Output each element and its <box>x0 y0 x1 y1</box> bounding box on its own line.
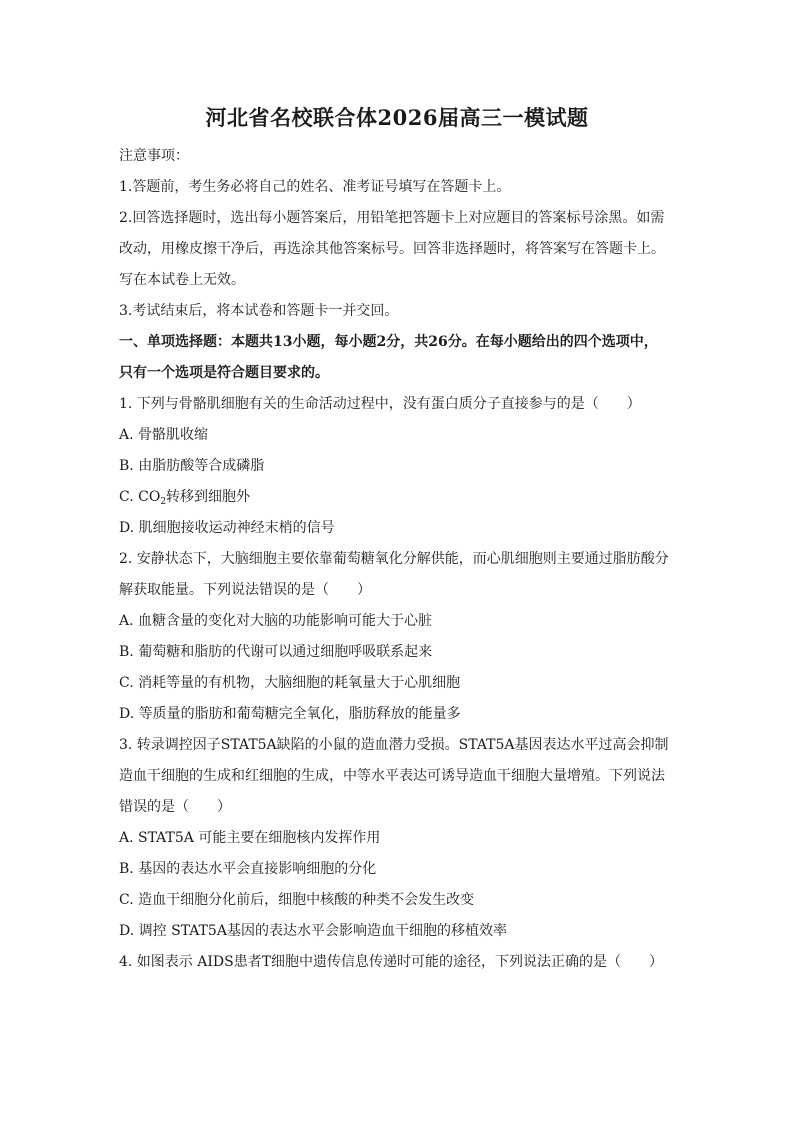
question-3-option-c: C. 造血干细胞分化前后，细胞中核酸的种类不会发生改变 <box>119 892 475 908</box>
notice-item-2-line-3: 写在本试卷上无效。 <box>119 272 245 288</box>
question-1-option-c-subscript: 2 <box>160 497 167 507</box>
question-2-stem-line-1: 2. 安静状态下，大脑细胞主要依靠葡萄糖氧化分解供能，而心肌细胞则主要通过脂肪酸分 <box>119 551 669 567</box>
notice-item-1: 1.答题前，考生务必将自己的姓名、准考证号填写在答题卡上。 <box>119 179 511 195</box>
question-1-option-b: B. 由脂肪酸等合成磷脂 <box>119 458 265 474</box>
question-4-stem: 4. 如图表示 AIDS患者T细胞中遗传信息传递时可能的途径，下列说法正确的是（ ） <box>119 954 664 970</box>
question-3-stem-line-2: 造血干细胞的生成和红细胞的生成，中等水平表达可诱导造血干细胞大量增殖。下列说法 <box>119 768 665 784</box>
exam-title: 河北省名校联合体2026届高三一模试题 <box>205 105 589 130</box>
question-3-option-d: D. 调控 STAT5A基因的表达水平会影响造血干细胞的移植效率 <box>119 923 507 939</box>
question-1-option-c-prefix: C. CO <box>119 489 161 505</box>
notice-item-2-line-1: 2.回答选择题时，选出每小题答案后，用铅笔把答题卡上对应题目的答案标号涂黑。如需 <box>119 210 665 226</box>
question-1-option-a: A. 骨骼肌收缩 <box>119 427 209 443</box>
question-2-stem-line-2: 解获取能量。下列说法错误的是（ ） <box>119 582 371 598</box>
question-3-option-a: A. STAT5A 可能主要在细胞核内发挥作用 <box>119 830 381 846</box>
section-1-heading-line-1: 一、单项选择题：本题共13小题，每小题2分，共26分。在每小题给出的四个选项中， <box>119 334 658 350</box>
question-1-option-c-suffix: 转移到细胞外 <box>166 489 251 505</box>
notice-item-2-line-2: 改动，用橡皮擦干净后，再选涂其他答案标号。回答非选择题时，将答案写在答题卡上。 <box>119 241 665 257</box>
question-2-option-c: C. 消耗等量的有机物，大脑细胞的耗氧量大于心肌细胞 <box>119 675 461 691</box>
question-2-option-d: D. 等质量的脂肪和葡萄糖完全氧化，脂肪释放的能量多 <box>119 706 461 722</box>
section-1-heading-line-2: 只有一个选项是符合题目要求的。 <box>119 365 329 381</box>
question-1-stem: 1. 下列与骨骼肌细胞有关的生命活动过程中，没有蛋白质分子直接参与的是（ ） <box>119 396 641 412</box>
question-1-option-c <box>119 487 679 507</box>
question-1-option-d: D. 肌细胞接收运动神经末梢的信号 <box>119 520 335 536</box>
question-3-option-b: B. 基因的表达水平会直接影响细胞的分化 <box>119 861 377 877</box>
question-2-option-a: A. 血糖含量的变化对大脑的功能影响可能大于心脏 <box>119 613 433 629</box>
question-2-option-b: B. 葡萄糖和脂肪的代谢可以通过细胞呼吸联系起来 <box>119 644 433 660</box>
question-3-stem-line-3: 错误的是（ ） <box>119 799 231 815</box>
notice-item-3: 3.考试结束后，将本试卷和答题卡一并交回。 <box>119 303 399 319</box>
notice-heading: 注意事项： <box>119 148 189 164</box>
question-3-stem-line-1: 3. 转录调控因子STAT5A缺陷的小鼠的造血潜力受损。STAT5A基因表达水平过高会抑制 <box>119 737 669 753</box>
